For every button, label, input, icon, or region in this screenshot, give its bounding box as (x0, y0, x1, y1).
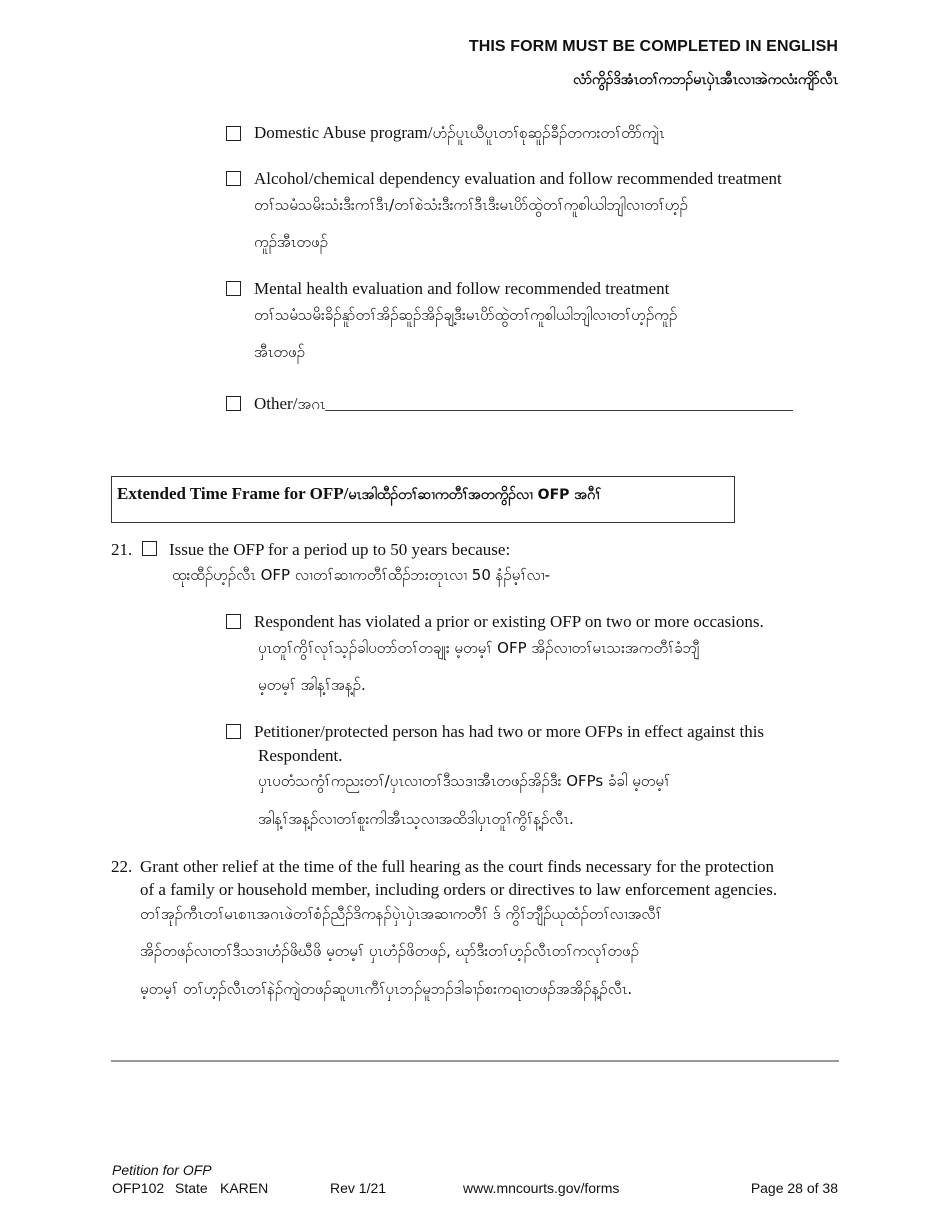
alcohol-chemical-label-karen-2: ကူၣ်အီၤတဖၣ် (254, 233, 328, 251)
domestic-abuse-label-karen: ဟံၣ်ပူၤယီပူၤတၢ်စုဆူၣ်ခီၣ်တကးတၢ်တိာ်ကျဲၤ (432, 124, 665, 142)
mental-health-label-en: Mental health evaluation and follow recommended treatment (254, 279, 670, 298)
item-22-text-en-2: of a family or household member, including orders or directives to law enforcement agencies. (140, 880, 778, 899)
multiple-ofps-label-karen-1: ပှၤပတံသကွံၢ်ကညးတၢ်/ပှၤလၢတၢ်ဒီသဒၢအီၤတဖၣ်အိၣ်ဒီး OFPs ခံခါ မ့တမ့ၢ် (258, 772, 671, 790)
section-title-karen: မၤအါထီၣ်တၢ်ဆၢကတီၢ်အတကွိၣ်လၢ OFP အဂီၢ် (348, 487, 601, 503)
other-checkbox[interactable] (226, 396, 241, 411)
item-21-number: 21. (111, 540, 133, 559)
footer-revision: Rev 1/21 (330, 1180, 387, 1196)
footer-url[interactable]: www.mncourts.gov/forms (463, 1180, 620, 1196)
mental-health-checkbox[interactable] (226, 281, 241, 296)
domestic-abuse-label-en: Domestic Abuse program/ (254, 123, 433, 142)
footer-form-title: Petition for OFP (112, 1162, 212, 1178)
footer-form-id: OFP102 (112, 1180, 165, 1196)
item-22-text-karen-1: တၢ်အုၣ်ကီၤတၢ်မၤစၢၤအဂၤဖဲတၢ်စံၣ်ညီၣ်ဒိကနၣ်ပှဲၤပှဲၤအဆၢကတီၢ် ဒ် ကွိၢ်ဘျီၣ်ယုထံၣ်တၢ်လၢအလီၢ် (140, 905, 662, 923)
other-text-blank[interactable]: _______________________________________________________ (325, 394, 793, 413)
header-title-english: THIS FORM MUST BE COMPLETED IN ENGLISH (468, 38, 838, 55)
footer-language: KAREN (220, 1180, 269, 1196)
footer-state: State (175, 1180, 208, 1196)
item-22-text-en-1: Grant other relief at the time of the full hearing as the court finds necessary for the protection (140, 857, 774, 876)
header-title-karen: လံာ်ကွိၣ်ဒိအံၤတၢ်ကဘၣ်မၤပှဲၤအီၤလၢအဲကလံးကျိာ်လီၤ (573, 72, 838, 88)
multiple-ofps-label-karen-2: အါန့ၢ်အန့ၣ်လၢတၢ်စူးကါအီၤသ့လၢအထိဒါပှၤတူၢ်ကွိၢ်န့ၣ်လီၤ. (258, 810, 574, 828)
prior-ofp-violation-checkbox[interactable] (226, 614, 241, 629)
item-22-text-karen-2: အိၣ်တဖၣ်လၢတၢ်ဒီသဒၢဟံၣ်ဖိဃီဖိ မ့တမ့ၢ် ပှၤဟံၣ်ဖိတဖၣ်, ဃုာ်ဒီးတၢ်ဟ့ၣ်လီၤတၢ်ကလုၢ်တဖၣ် (140, 942, 639, 960)
other-label-en: Other/ (254, 394, 298, 413)
other-label-karen: အဂၤ (297, 395, 326, 413)
section-title (117, 484, 601, 506)
multiple-ofps-label-en-1: Petitioner/protected person has had two or more OFPs in effect against this (254, 722, 765, 741)
item-22-number: 22. (111, 857, 133, 876)
item-22-text-karen-3: မ့တမ့ၢ် တၢ်ဟ့ၣ်လီၤတၢ်နဲၣ်ကျဲတဖၣ်ဆူပၢၤကီၢ်ပှၤဘၣ်မူဘၣ်ဒါခၢၣ်စးကရၢတဖၣ်အအိၣ်န့ၣ်လီၤ. (140, 980, 633, 998)
multiple-ofps-checkbox[interactable] (226, 724, 241, 739)
item-21-text-en: Issue the OFP for a period up to 50 years because: (169, 540, 511, 559)
item-21-text-karen: ထုးထီၣ်ဟ့ၣ်လီၤ OFP လၢတၢ်ဆၢကတီၢ်ထီၣ်ဘးတုၤလၢ 50 နံၣ်မ့ၢ်လၢ- (172, 566, 551, 584)
multiple-ofps-label-en-2: Respondent. (258, 746, 343, 765)
domestic-abuse-checkbox[interactable] (226, 126, 241, 141)
alcohol-chemical-checkbox[interactable] (226, 171, 241, 186)
prior-ofp-violation-label-karen-1: ပှၤတူၢ်ကွိၢ်လုၢ်သ့ၣ်ခါပတာ်တၢ်တချုး မ့တမ့ၢ် OFP အိၣ်လၢတၢ်မၤသးအကတီၢ်ခံဘျီ (258, 639, 700, 657)
footer-divider (111, 1060, 839, 1062)
alcohol-chemical-label-karen-1: တၢ်သမံသမိးသံးဒီးကၢ်ဒီၤ/တၢ်စဲသံးဒီးကၢ်ဒီၤဒီးမၤပိာ်ထွဲတၢ်ကူစါယါဘျါလၢတၢ်ဟ့ၣ် (254, 196, 688, 214)
mental-health-label-karen-2: အီၤတဖၣ် (254, 343, 305, 361)
domestic-abuse-label (254, 122, 665, 146)
prior-ofp-violation-label-karen-2: မ့တမ့ၢ် အါန့ၢ်အန့ၣ်. (258, 676, 366, 694)
alcohol-chemical-label-en: Alcohol/chemical dependency evaluation and follow recommended treatment (254, 169, 782, 188)
mental-health-label-karen-1: တၢ်သမံသမိးခိၣ်နူာ်တၢ်အိၣ်ဆူၣ်အိၣ်ချ့ဒီးမၤပိာ်ထွဲတၢ်ကူစါယါဘျါလၢတၢ်ဟ့ၣ်ကူၣ် (254, 306, 678, 324)
footer-page-number: Page 28 of 38 (750, 1180, 838, 1196)
other-label (254, 393, 793, 417)
section-title-en: Extended Time Frame for OFP/ (117, 484, 349, 503)
prior-ofp-violation-label-en: Respondent has violated a prior or existing OFP on two or more occasions. (254, 612, 764, 631)
item-21-checkbox[interactable] (142, 541, 157, 556)
